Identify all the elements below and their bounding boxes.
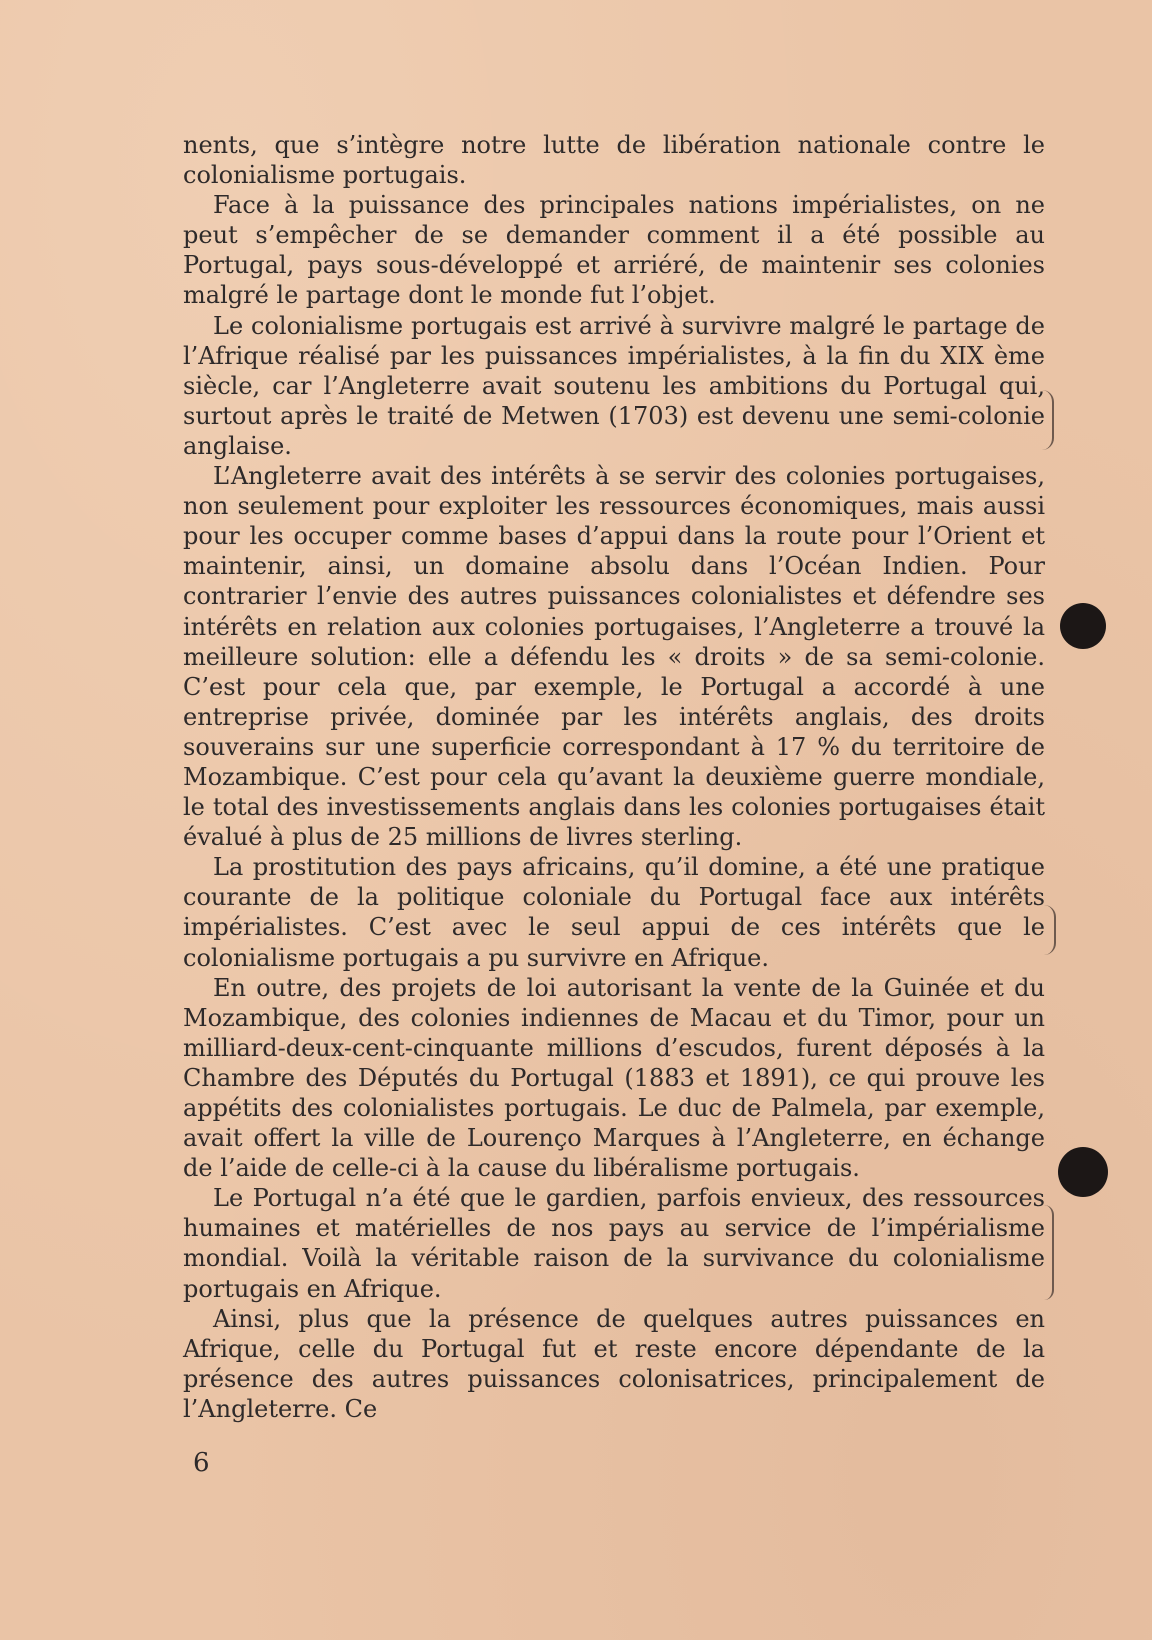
paragraph-3: Le colonialisme portugais est arrivé à survivre malgré le partage de l’Afrique réalisé par les puissances impérialistes, à la fin du XIX ème siècle, car l’Angleterre avait soutenu les ambitions du Portugal qui, surtout après le traité de Metwen (1703) est devenu une semi-colonie anglaise. bbox=[183, 311, 1045, 460]
margin-bracket-mark bbox=[1044, 1205, 1054, 1300]
punch-hole bbox=[1058, 1147, 1108, 1197]
paragraph-2: Face à la puissance des principales nations impérialistes, on ne peut s’empêcher de se demander comment il a été possible au Portugal, pays sous-développé et arriéré, de maintenir ses colonies malgré le partage dont le monde fut l’objet. bbox=[183, 191, 1045, 310]
paragraph-4: L’Angleterre avait des intérêts à se servir des colonies portugaises, non seulement pour exploiter les ressources économiques, mais aussi pour les occuper comme bases d’appui dans la route pour l’Orient et maintenir, ainsi, un domaine absolu dans l’Océan Indien. Pour contrarier l’envie des autres puissances colonialistes et défendre ses intérêts en relation aux colonies portugaises, l’Angleterre a trouvé la meilleure solution: elle a défendu les « droits » de sa semi-colonie. C’est pour cela que, par exemple, le Portugal a accordé à une entreprise privée, dominée par les intérêts anglais, des droits souverains sur une superficie correspondant à 17 % du territoire de Mozambique. C’est pour cela qu’avant la deuxième guerre mondiale, le total des investissements anglais dans les colonies portugaises était évalué à plus de 25 millions de livres sterling. bbox=[183, 462, 1045, 852]
page-number: 6 bbox=[193, 1448, 210, 1478]
margin-bracket-mark bbox=[1040, 905, 1056, 955]
paragraph-5: La prostitution des pays africains, qu’il domine, a été une pratique courante de la politique coloniale du Portugal face aux intérêts impérialistes. C’est avec le seul appui de ces intérêts que le colonialisme portugais a pu survivre en Afrique. bbox=[183, 853, 1045, 972]
paragraph-6: En outre, des projets de loi autorisant la vente de la Guinée et du Mozambique, des colonies indiennes de Macau et du Timor, pour un milliard-deux-cent-cinquante millions d’escudos, furent déposés à la Chambre des Députés du Portugal (1883 et 1891), ce qui prouve les appétits des colonialistes portugais. Le duc de Palmela, par exemple, avait offert la ville de Lourenço Marques à l’Angleterre, en échange de l’aide de celle-ci à la cause du libéralisme portugais. bbox=[183, 973, 1045, 1183]
paragraph-8: Ainsi, plus que la présence de quelques autres puissances en Afrique, celle du Portugal fut et reste encore dépendante de la présence des autres puissances colonisatrices, principalement de l’Angleterre. Ce bbox=[183, 1304, 1045, 1423]
paragraph-1: nents, que s’intègre notre lutte de libération nationale contre le colonialisme portugais. bbox=[183, 131, 1045, 190]
margin-bracket-mark bbox=[1040, 390, 1054, 450]
punch-hole bbox=[1060, 603, 1106, 649]
paragraph-7: Le Portugal n’a été que le gardien, parfois envieux, des ressources humaines et matérielles de nos pays au service de l’impérialisme mondial. Voilà la véritable raison de la survivance du colonialisme portugais en Afrique. bbox=[183, 1184, 1045, 1303]
body-text bbox=[183, 130, 1045, 1424]
